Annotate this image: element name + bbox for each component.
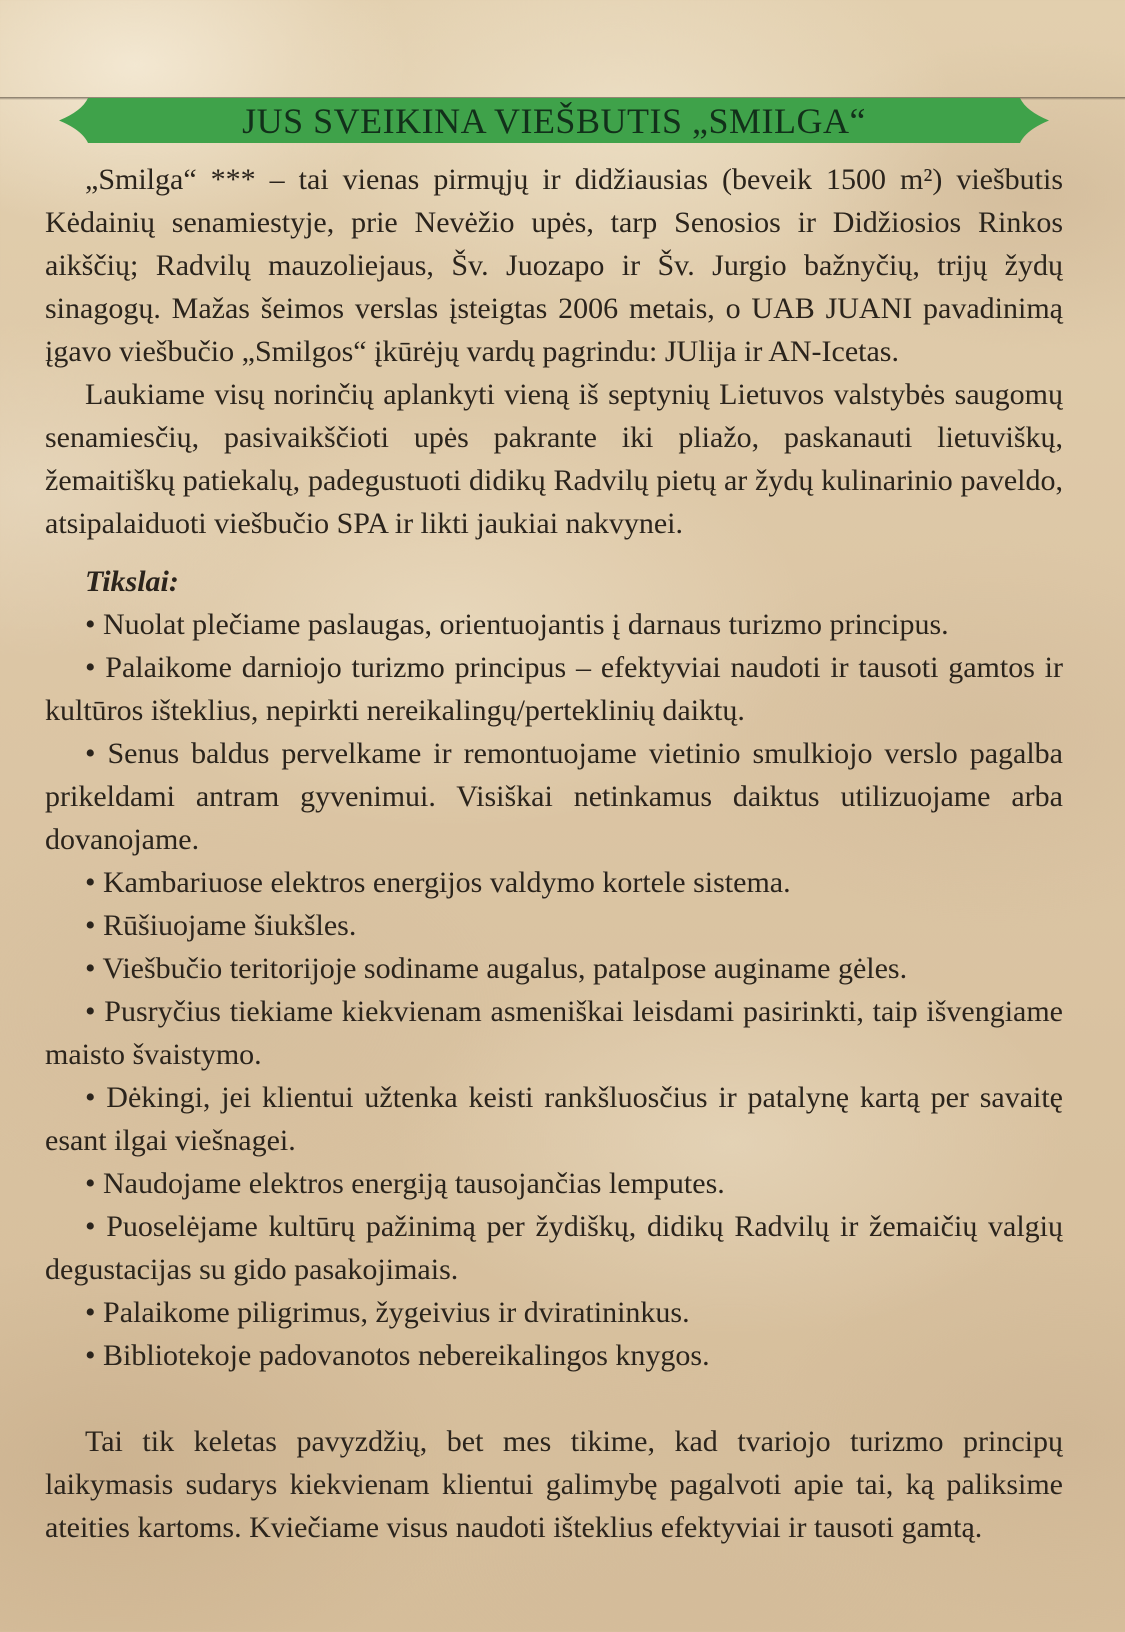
goal-list-item: • Dėkingi, jei klientui užtenka keisti rankšluosčius ir patalynę kartą per savaitę esant ilgai viešnagei. [45, 1081, 1063, 1157]
goal-list-item: • Viešbučio teritorijoje sodiname augalus, patalpose auginame gėles. [85, 952, 908, 985]
goals-list [45, 603, 1063, 1377]
goal-list-item: • Rūšiuojame šiukšles. [85, 909, 357, 942]
goal-list-item: • Pusryčius tiekiame kiekvienam asmeniškai leisdami pasirinkti, taip išvengiame maisto švaistymo. [45, 995, 1063, 1071]
goal-list-item: • Kambariuose elektros energijos valdymo kortele sistema. [85, 866, 791, 899]
goal-list-item: • Nuolat plečiame paslaugas, orientuojantis į darnaus turizmo principus. [85, 608, 949, 641]
document-page [0, 97, 1125, 1632]
intro-paragraph-1: „Smilga“ *** – tai vienas pirmųjų ir didžiausias (beveik 1500 m²) viešbutis Kėdainių senamiestyje, prie Nevėžio upės, tarp Senosios ir Didžiosios Rinkos aikščių; Radvilų mauzoliejaus, Šv. Juozapo ir Šv. Jurgio bažnyčių, trijų žydų sinagogų. Mažas šeimos verslas įsteigtas 2006 metais, o UAB JUANI pavadinimą įgavo viešbučio „Smilgos“ įkūrėjų vardų pagrindu: JUlija ir AN-Icetas. [45, 163, 1063, 368]
goal-list-item: • Puoselėjame kultūrų pažinimą per žydiškų, didikų Radvilų ir žemaičių valgių degustacijas su gido pasakojimais. [45, 1210, 1063, 1286]
page-title: JUS SVEIKINA VIEŠBUTIS „SMILGA“ [242, 100, 866, 141]
goal-list-item: • Senus baldus pervelkame ir remontuojame vietinio smulkiojo verslo pagalba prikeldami antram gyvenimui. Visiškai netinkamus daiktus utilizuojame arba dovanojame. [45, 737, 1063, 856]
title-ribbon [58, 97, 1050, 144]
goal-list-item: • Bibliotekoje padovanotos nebereikalingos knygos. [85, 1339, 710, 1372]
closing-paragraph: Tai tik keletas pavyzdžių, bet mes tikime, kad tvariojo turizmo principų laikymasis sudarys kiekvienam klientui galimybę pagalvoti apie tai, ką paliksime ateities kartoms. Kviečiame visus naudoti išteklius efektyviai ir tausoti gamtą. [45, 1425, 1063, 1544]
goal-list-item: • Palaikome darniojo turizmo principus – efektyviai naudoti ir tausoti gamtos ir kultūros išteklius, nepirkti nereikalingų/perteklinių daiktų. [45, 651, 1063, 727]
goal-list-item: • Palaikome piligrimus, žygeivius ir dviratininkus. [85, 1296, 690, 1329]
goal-list-item: • Naudojame elektros energiją tausojančias lemputes. [85, 1167, 725, 1200]
intro-paragraph-2: Laukiame visų norinčių aplankyti vieną iš septynių Lietuvos valstybės saugomų senamiesčių, pasivaikščioti upės pakrante iki pliažo, paskanauti lietuviškų, žemaitiškų patiekalų, padegustuoti didikų Radvilų pietų ar žydų kulinarinio paveldo, atsipalaiduoti viešbučio SPA ir likti jaukiai nakvynei. [45, 378, 1063, 540]
document-body [0, 144, 1125, 1549]
goals-heading: Tikslai: [85, 565, 179, 598]
